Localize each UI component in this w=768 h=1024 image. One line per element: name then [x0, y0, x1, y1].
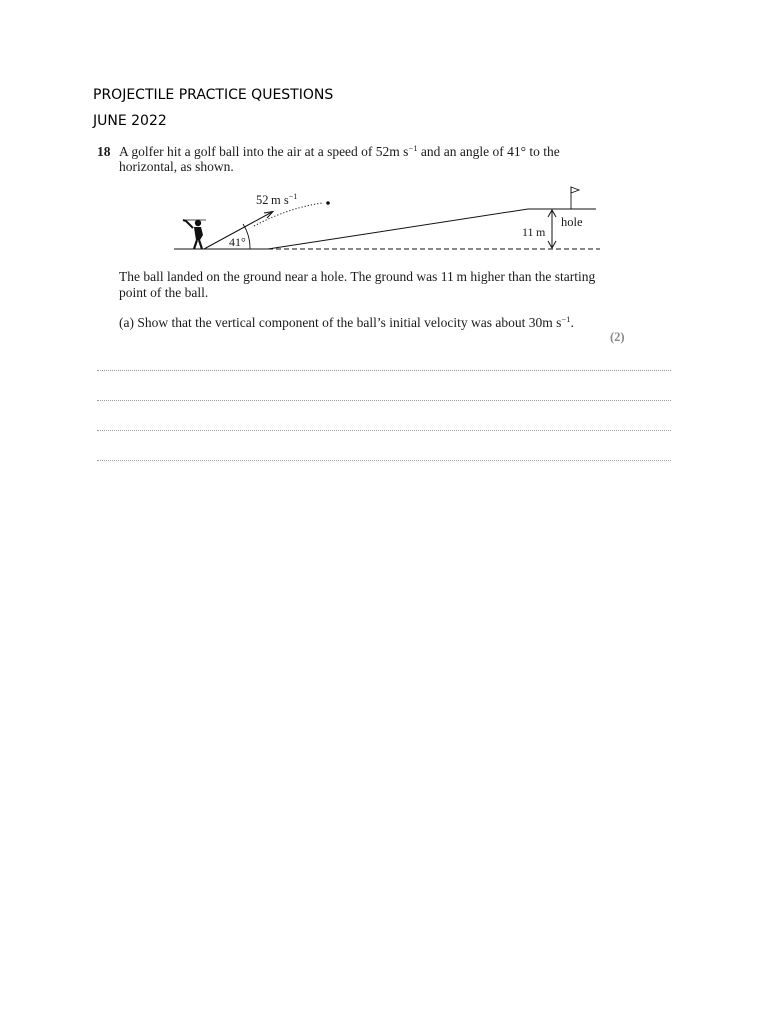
- golf-ball: [326, 201, 330, 205]
- part-a-prompt: [119, 315, 574, 330]
- speed-label: 52 m $s^{-1}$: [256, 192, 298, 207]
- hole-label: hole: [561, 215, 583, 229]
- paragraph-line-1: The ball landed on the ground near a hole. The ground was 11 m higher than the starting: [119, 269, 596, 284]
- golf-projectile-diagram: [168, 180, 608, 260]
- height-label: 11 m: [522, 225, 546, 239]
- marks-indicator: (2): [610, 330, 625, 344]
- flag-icon: [571, 187, 579, 193]
- speed-label-exponent: −1: [288, 192, 298, 201]
- paragraph-line-2: point of the ball.: [119, 285, 209, 300]
- golfer-figure: [183, 220, 206, 249]
- exam-session: JUNE 2022: [93, 113, 167, 129]
- part-a-unit-exponent: −1: [561, 314, 571, 324]
- part-a-label: (a): [119, 315, 134, 330]
- question-stem-line-2: horizontal, as shown.: [119, 159, 234, 174]
- question-number: 18: [97, 144, 111, 159]
- stem-text-b: and an angle of 41° to the: [417, 144, 560, 159]
- answer-line-2[interactable]: [97, 400, 671, 401]
- document-title: PROJECTILE PRACTICE QUESTIONS: [93, 87, 334, 103]
- stem-unit-exponent: −1: [408, 143, 418, 153]
- part-a-text: Show that the vertical component of the ball’s initial velocity was about 30: [133, 315, 543, 330]
- angle-label: 41°: [229, 235, 246, 249]
- part-a-end: .: [570, 315, 574, 330]
- stem-unit: m s: [389, 144, 409, 159]
- answer-line-4[interactable]: [97, 460, 671, 461]
- question-stem-line-1: [119, 144, 560, 159]
- slope-line: [268, 209, 528, 249]
- answer-line-3[interactable]: [97, 430, 671, 431]
- stem-text-a: A golfer hit a golf ball into the air at a speed of 52: [119, 144, 390, 159]
- answer-line-1[interactable]: [97, 370, 671, 371]
- part-a-unit: m s: [542, 315, 562, 330]
